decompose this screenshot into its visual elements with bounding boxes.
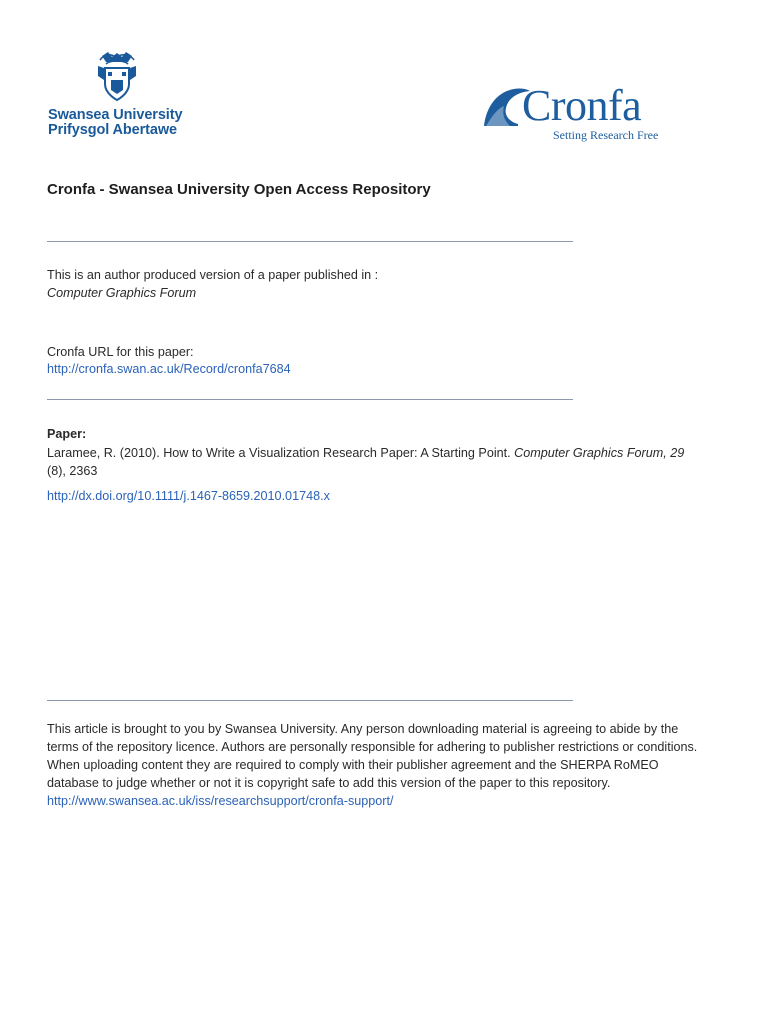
university-name-en: Swansea University	[48, 107, 183, 123]
support-link[interactable]: http://www.swansea.ac.uk/iss/researchsupport/cronfa-support/	[47, 794, 394, 808]
divider	[47, 241, 573, 242]
citation	[47, 444, 684, 462]
university-name-cy: Prifysgol Abertawe	[48, 122, 178, 138]
notice-line: When uploading content they are required to comply with their publisher agreement and the SHERPA RoMEO	[47, 758, 659, 772]
intro-text: This is an author produced version of a paper published in :	[47, 268, 379, 282]
cronfa-wordmark: Cronfa	[522, 81, 642, 130]
cronfa-record-link[interactable]: http://cronfa.swan.ac.uk/Record/cronfa7684	[47, 362, 291, 376]
paper-heading: Paper:	[47, 427, 87, 441]
journal-name: Computer Graphics Forum	[47, 286, 197, 300]
cronfa-logo	[482, 81, 682, 146]
cronfa-tagline: Setting Research Free	[553, 128, 659, 142]
citation-text: Laramee, R. (2010). How to Write a Visualization Research Paper: A Starting Point.	[47, 446, 511, 460]
citation-journal: Computer Graphics Forum, 29	[514, 446, 685, 460]
doi-link[interactable]: http://dx.doi.org/10.1111/j.1467-8659.2010.01748.x	[47, 489, 330, 503]
divider	[47, 700, 573, 701]
page-title: Cronfa - Swansea University Open Access Repository	[47, 181, 431, 198]
notice-line: This article is brought to you by Swansea University. Any person downloading material is agreeing to abide by the	[47, 722, 679, 736]
url-label: Cronfa URL for this paper:	[47, 345, 194, 359]
notice-line: terms of the repository licence. Authors are personally responsible for adhering to publisher restrictions or conditions.	[47, 740, 698, 754]
university-logo	[46, 50, 196, 140]
licence-notice	[47, 720, 727, 810]
divider	[47, 399, 573, 400]
citation-issue: (8), 2363	[47, 464, 98, 478]
notice-line: database to judge whether or not it is copyright safe to add this version of the paper to this repository.	[47, 776, 611, 790]
crest-icon	[94, 50, 140, 104]
